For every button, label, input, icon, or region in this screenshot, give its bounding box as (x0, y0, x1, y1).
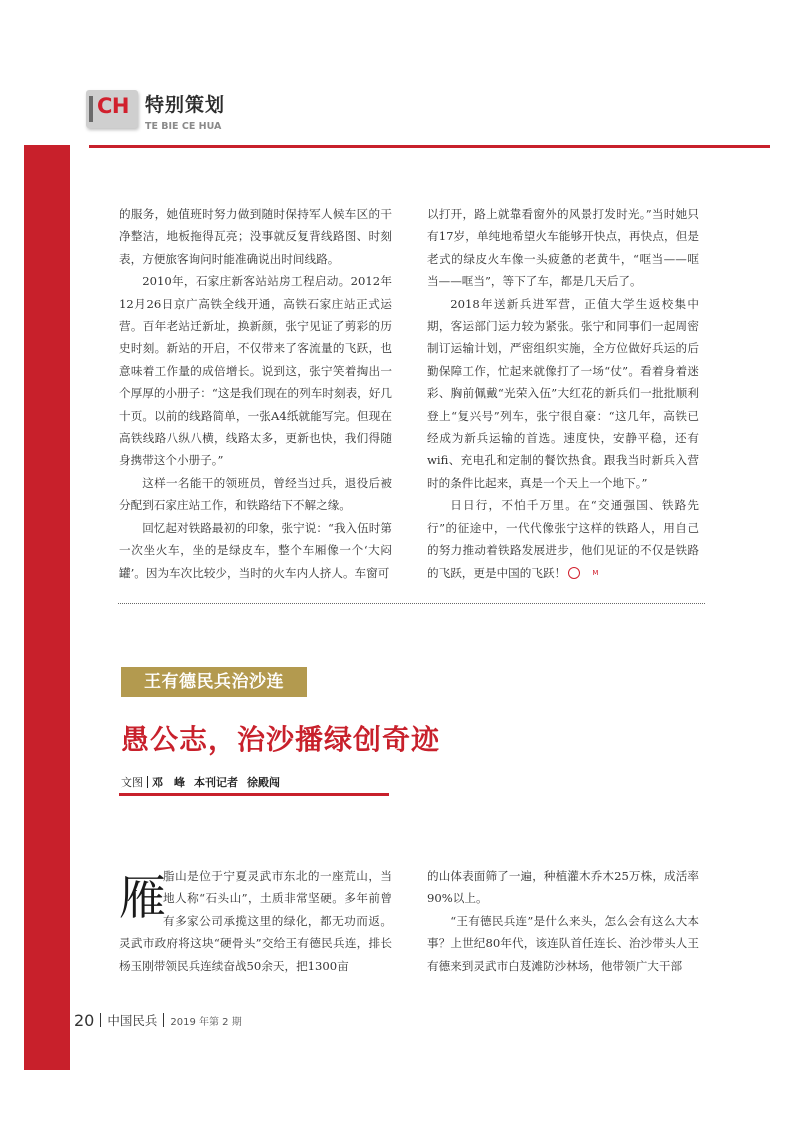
paragraph (119, 865, 392, 977)
article2-right-column (427, 865, 699, 977)
article-headline: 愚公志，治沙播绿创奇迹 (121, 723, 441, 756)
logo-text: CH (97, 94, 129, 118)
section-logo (86, 90, 138, 128)
author-name: 邓 峰 (152, 776, 185, 789)
paragraph: 2018年送新兵进军营，正值大学生返校集中期，客运部门运力较为紧张。张宁和同事们一起周密制订运输计划，严密组织实施，全方位做好兵运的后勤保障工作，忙起来就像打了一场“仗”。看着身着迷彩、胸前佩戴“光荣入伍”大红花的新兵们一批批顺利登上“复兴号”列车，张宁很自豪：“这几年，高铁已经成为新兵运输的首选。速度快，安静平稳，还有wifi、充电孔和定制的餐饮热食。跟我当时新兵入营时的条件比起来，真是一个天上一个地下。” (427, 296, 699, 490)
drop-cap-spacer (119, 865, 163, 929)
issue-label: 2019 年第 2 期 (170, 1017, 242, 1028)
page-number: 20 (74, 1011, 95, 1030)
section-title: 特别策划 (145, 94, 226, 116)
section-pinyin: TE BIE CE HUA (145, 121, 222, 132)
article-kicker: 王有德民兵治沙连 (121, 667, 307, 697)
paragraph: 回忆起对铁路最初的印象，张宁说：“我入伍时第一次坐火车，坐的是绿皮车，整个车厢像一个‘大闷罐’。因为车次比较少，当时的火车内人挤人。车窗可 (119, 520, 392, 580)
author-name: 徐殿闯 (247, 776, 280, 789)
drop-cap: 雁 (119, 871, 166, 926)
header-rule (89, 145, 770, 148)
article1-left-column (119, 203, 392, 584)
paragraph: 这样一名能干的领班员，曾经当过兵，退役后被分配到石家庄站工作，和铁路结下不解之缘。 (119, 475, 392, 513)
paragraph: 的山体表面筛了一遍，种植灌木乔木25万株，成活率90%以上。 (427, 869, 699, 906)
paragraph-text: 日日行，不怕千万里。在“交通强国、铁路先行”的征途中，一代代像张宁这样的铁路人，用自己的努力推动着铁路发展进步，他们见证的不仅是铁路的飞跃，更是中国的飞跃！ (427, 498, 699, 580)
paragraph: 的服务，她值班时努力做到随时保持军人候车区的干净整洁，地板拖得瓦亮；没事就反复背线路图、时刻表，方便旅客询问时能准确说出时间线路。 (119, 207, 392, 266)
dotted-divider (118, 603, 705, 604)
byline-rule (119, 793, 389, 796)
paragraph-text: 脂山是位于宁夏灵武市东北的一座荒山，当地人称“石头山”，土质非常坚硬。多年前曾有多家公司承揽这里的绿化，都无功而返。灵武市政府将这块“硬骨头”交给王有德民兵连，排长杨玉刚带领民兵连续奋战50余天，把1300亩 (119, 869, 392, 973)
paragraph: 以打开，路上就靠看窗外的风景打发时光。”当时她只有17岁，单纯地希望火车能够开快点，再快点，但是老式的绿皮火车像一头疲惫的老黄牛，“哐当——哐当——哐当”，等下了车，都是几天后了。 (427, 207, 699, 289)
footer-separator (100, 1013, 101, 1027)
footer-separator (163, 1013, 164, 1027)
logo-stub (89, 96, 93, 122)
paragraph-final (427, 494, 699, 584)
paragraph: 2010年，石家庄新客站站房工程启动。2012年12月26日京广高铁全线开通，高铁石家庄站正式运营。百年老站迁新址，换新颜，张宁见证了剪彩的历史时刻。新站的开启，不仅带来了客流量的飞跃，也意味着工作量的成倍增长。说到这，张宁笑着掏出一个厚厚的小册子：“这是我们现在的列车时刻表，好几十页。以前的线路简单，一张A4纸就能写完。但现在高铁线路八纵八横，线路太多，更新也快，我们得随身携带这个小册子。” (119, 274, 392, 468)
paragraph: “王有德民兵连”是什么来头，怎么会有这么大本事？上世纪80年代，该连队首任连长、治沙带头人王有德来到灵武市白芨滩防沙林场，他带领广大干部 (427, 913, 699, 973)
byline-label: 文图 (121, 776, 143, 789)
byline-separator (147, 776, 148, 788)
side-red-bar (24, 145, 70, 1070)
article1-right-column (427, 203, 699, 584)
byline (121, 774, 280, 790)
page-footer (74, 1010, 242, 1030)
end-mark-icon: M (568, 567, 580, 579)
article2-left-column (119, 865, 392, 977)
author-role: 本刊记者 (194, 776, 238, 789)
magazine-name: 中国民兵 (107, 1013, 158, 1028)
